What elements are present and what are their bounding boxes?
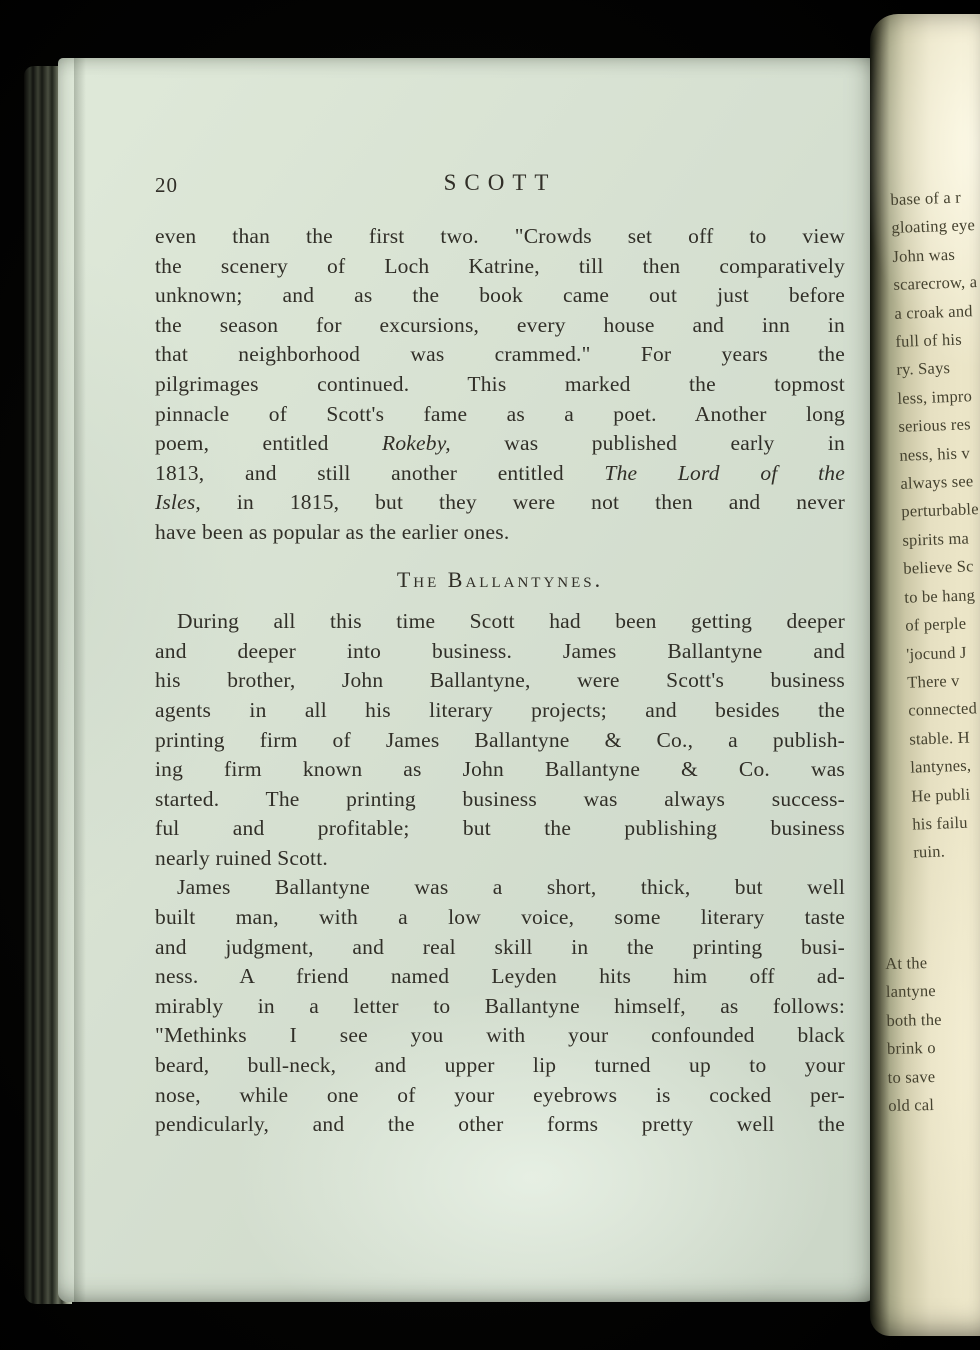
text-line: started. The printing business was always success- — [155, 786, 845, 811]
right-page-line: to be hang — [904, 584, 976, 607]
text-line: ing firm known as John Ballantyne & Co. was — [155, 757, 845, 782]
page-header — [155, 170, 845, 202]
text-line: the scenery of Loch Katrine, till then comparatively — [155, 253, 845, 278]
next-page-edge — [870, 14, 980, 1336]
right-page-line: his failu — [911, 812, 969, 834]
right-page-line: perturbable — [901, 499, 980, 522]
text-line: and judgment, and real skill in the printing busi- — [155, 934, 845, 959]
text-line: "Methinks I see you with your confounded black — [155, 1023, 845, 1048]
right-page-line: John was — [892, 244, 956, 266]
right-page-line: brink o — [886, 1038, 936, 1059]
book-page — [58, 58, 876, 1302]
text-line: the season for excursions, every house and inn in — [155, 312, 845, 337]
right-page-line: to save — [887, 1066, 936, 1087]
text-line: poem, entitled Rokeby, was published early in — [155, 431, 845, 456]
right-page-text-lower — [885, 949, 944, 1121]
paragraph — [155, 222, 845, 548]
right-page-line: There v — [906, 670, 960, 692]
body-text — [155, 222, 845, 1140]
text-line: unknown; and as the book came out just before — [155, 283, 845, 308]
text-line: ful and profitable; but the publishing business — [155, 816, 845, 841]
right-page-line: believe Sc — [903, 556, 974, 579]
right-page-line: base of a r — [890, 187, 962, 209]
text-line: his brother, John Ballantyne, were Scott's business — [155, 668, 845, 693]
paragraph — [155, 607, 845, 873]
text-line: printing firm of James Ballantyne & Co., a publish- — [155, 727, 845, 752]
right-page-text-upper — [890, 183, 980, 867]
right-page-line: 'jocund J — [906, 642, 967, 664]
right-page-line: both the — [886, 1009, 942, 1030]
text-line: Isles, in 1815, but they were not then and never — [155, 490, 845, 515]
page-number: 20 — [155, 173, 178, 197]
paragraph — [155, 873, 845, 1139]
text-line: have been as popular as the earlier ones. — [155, 519, 510, 544]
right-page-line: connected — [907, 698, 978, 720]
text-line: mirably in a letter to Ballantyne himself, as follows: — [155, 993, 845, 1018]
right-page-line: gloating eye — [891, 215, 976, 238]
text-line: pendicularly, and the other forms pretty well the — [155, 1112, 845, 1137]
right-page-line: At the — [885, 953, 928, 973]
text-line: ness. A friend named Leyden hits him off ad- — [155, 964, 845, 989]
right-page-line: stable. H — [908, 727, 971, 749]
right-page-line: less, impro — [897, 386, 973, 408]
right-page-line: ry. Says — [896, 358, 951, 380]
right-page-line: serious res — [898, 414, 972, 437]
right-page-line: spirits ma — [902, 528, 970, 550]
text-line: agents in all his literary projects; and besides the — [155, 697, 845, 722]
right-page-line: ness, his v — [899, 443, 971, 465]
text-line: James Ballantyne was a short, thick, but well — [177, 875, 845, 900]
right-page-line: scarecrow, a — [893, 272, 978, 295]
text-line: pinnacle of Scott's fame as a poet. Another long — [155, 401, 845, 426]
right-page-line: of perple — [905, 613, 967, 635]
right-page-line: lantyne — [885, 981, 937, 1002]
text-line: even than the first two. "Crowds set off to view — [155, 224, 845, 248]
running-head: SCOTT — [443, 170, 557, 195]
right-page-line: full of his — [895, 329, 963, 351]
text-line: and deeper into business. James Ballantyne and — [155, 638, 845, 663]
text-line: nose, while one of your eyebrows is cocked per- — [155, 1082, 845, 1107]
right-page-line: lantynes, — [909, 755, 972, 777]
page-gutter-crease — [74, 58, 86, 1302]
text-line: During all this time Scott had been getting deeper — [177, 609, 845, 634]
right-page-line: old cal — [888, 1095, 935, 1115]
right-page-line: always see — [900, 471, 974, 493]
text-line: built man, with a low voice, some literary taste — [155, 905, 845, 930]
right-page-line: ruin. — [912, 841, 946, 862]
right-page-line: a croak and — [894, 300, 973, 323]
text-line: 1813, and still another entitled The Lord of the — [155, 460, 845, 485]
text-line: pilgrimages continued. This marked the topmost — [155, 371, 845, 396]
section-heading: The Ballantynes. — [396, 566, 604, 592]
text-line: beard, bull-neck, and upper lip turned up to your — [155, 1053, 845, 1078]
text-line: nearly ruined Scott. — [155, 845, 328, 870]
text-line: that neighborhood was crammed." For years the — [155, 342, 845, 367]
right-page-line: He publi — [910, 784, 971, 806]
